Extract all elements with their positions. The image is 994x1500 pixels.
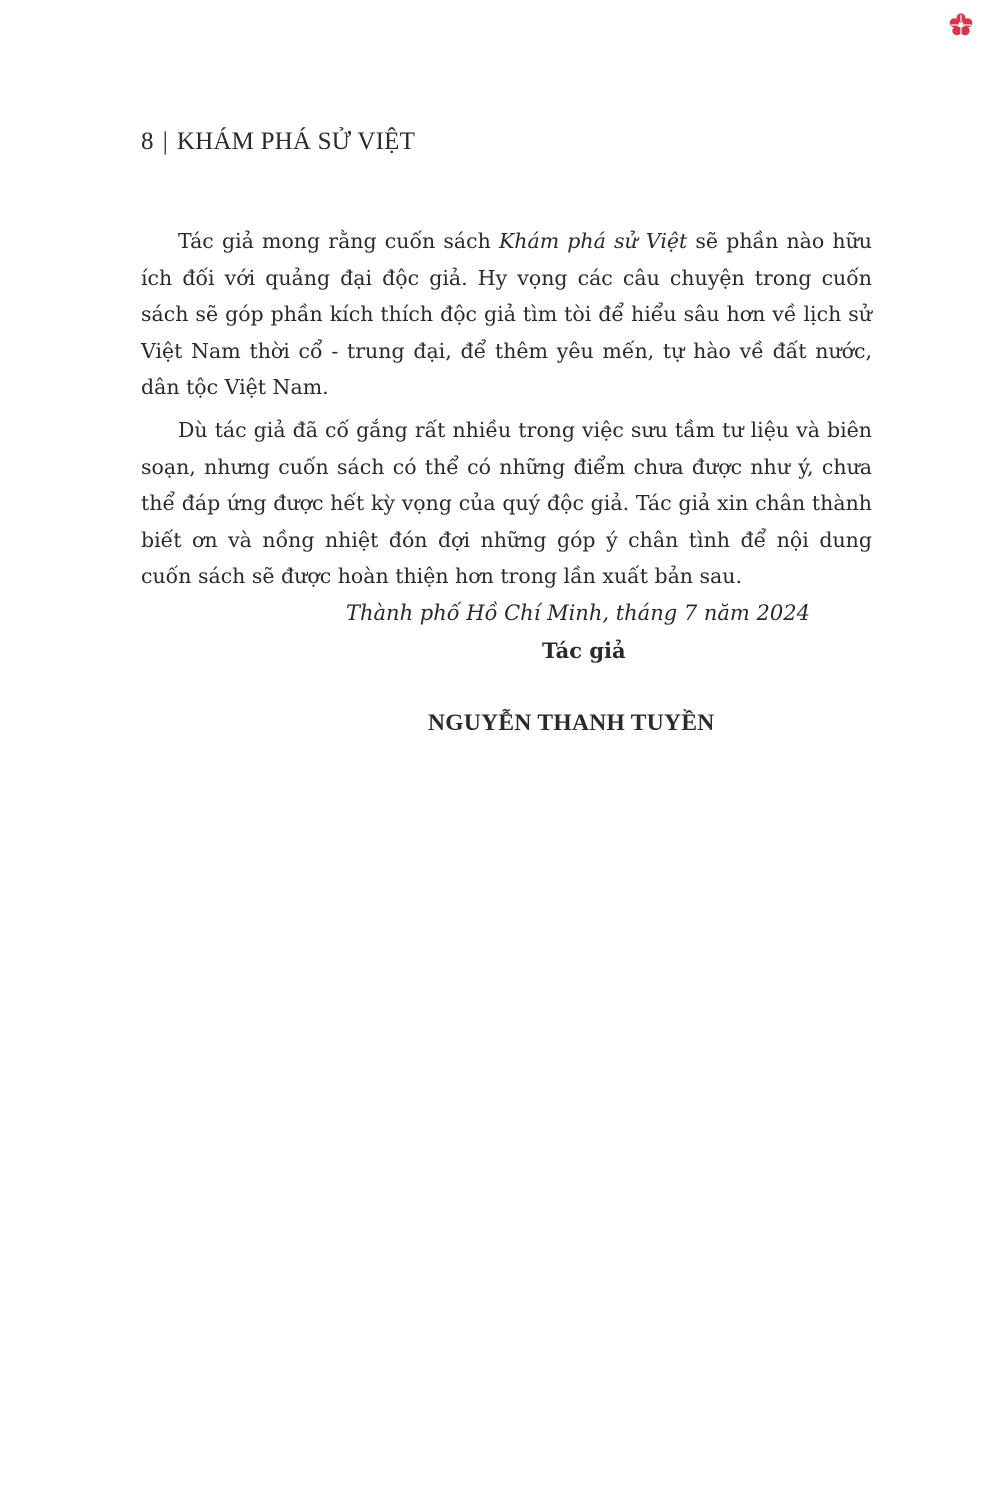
paragraph-1-end: sẽ phần nào hữu ích đối với quảng đại độc giả. Hy vọng các câu chuyện trong cuốn sách sẽ góp phần kích thích độc giả tìm tòi để hiểu sâu hơn về lịch sử Việt Nam thời cổ - trung đại, để thêm yêu mến, tự hào về đất nước, dân tộc Việt Nam.: [141, 229, 873, 400]
signoff-role: Tác giả: [542, 638, 626, 663]
running-header: [141, 128, 415, 156]
body-text: [141, 223, 872, 601]
paragraph-1: [141, 223, 872, 406]
book-title-italic: Khám phá sử Việt: [498, 229, 688, 253]
page-number: 8: [141, 128, 154, 155]
author-name: NGUYỄN THANH TUYỀN: [428, 710, 715, 736]
flower-logo-icon: [948, 12, 974, 38]
book-title: KHÁM PHÁ SỬ VIỆT: [176, 128, 416, 155]
header-separator: |: [162, 128, 168, 155]
paragraph-2: Dù tác giả đã cố gắng rất nhiều trong việc sưu tầm tư liệu và biên soạn, nhưng cuốn sách có thể có những điểm chưa được như ý, chưa thể đáp ứng được hết kỳ vọng của quý độc giả. Tác giả xin chân thành biết ơn và nồng nhiệt đón đợi những góp ý chân tình để nội dung cuốn sách sẽ được hoàn thiện hơn trong lần xuất bản sau.: [141, 417, 872, 589]
signoff-place-date: Thành phố Hồ Chí Minh, tháng 7 năm 2024: [346, 601, 810, 625]
paragraph-1-start: Tác giả mong rằng cuốn sách: [178, 229, 499, 253]
